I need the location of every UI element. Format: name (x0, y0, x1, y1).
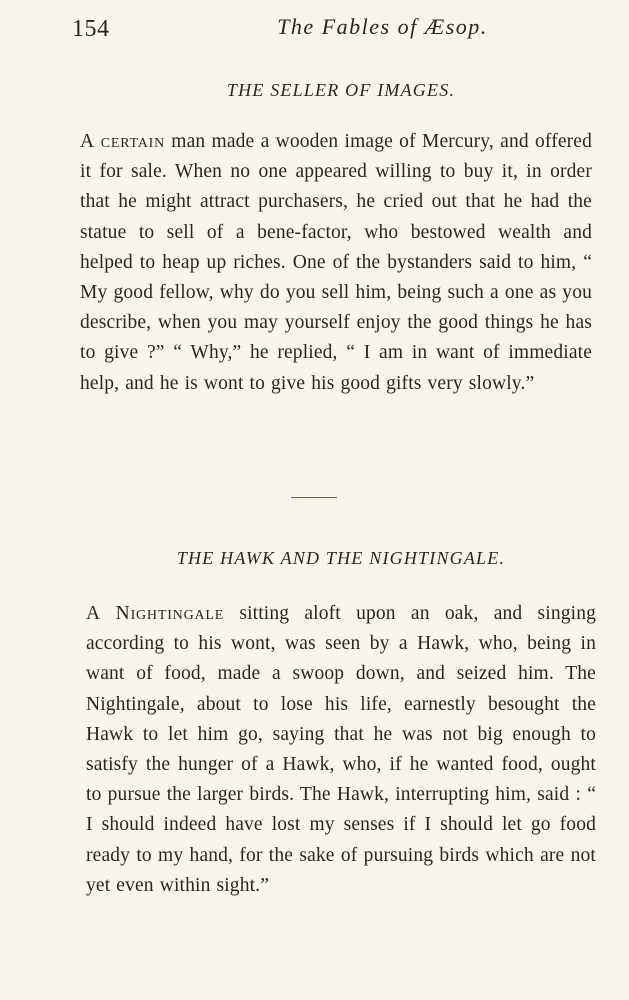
fable-text (80, 127, 592, 399)
fable-lead-words: A certain (80, 131, 166, 152)
page-number: 154 (72, 16, 110, 42)
section-divider (291, 497, 337, 498)
running-title: The Fables of Æsop. (277, 14, 488, 39)
fable-body-text: man made a wooden image of Mercury, and offered it for sale. When no one appeared willing to buy it, in order that he might attract purchasers, he cried out that he had the statue to sell of a bene-factor, who bestowed wealth and helped to heap up riches. One of the bystanders said to him, “ My good fellow, why do you sell him, being such a one as you describe, when you may yourself enjoy the good things he has to give ?” “ Why,” he replied, “ I am in want of immediate help, and he is wont to give his good gifts very slowly.” (80, 131, 592, 394)
fable-body-text: sitting aloft upon an oak, and singing according to his wont, was seen by a Hawk, who, being in want of food, made a swoop down, and seized him. The Nightingale, about to lose his life, earnestly besought the Hawk to let him go, saying that he was not big enough to satisfy the hunger of a Hawk, who, if he wanted food, ought to pursue the larger birds. The Hawk, interrupting him, said : “ I should indeed have lost my senses if I should let go food ready to my hand, for the sake of pursuing birds which are not yet even within sight.” (86, 603, 597, 896)
fable-lead-words: A Nightingale (86, 603, 225, 624)
fable-hawk-and-nightingale (86, 548, 596, 901)
fable-title: THE SELLER OF IMAGES. (226, 80, 456, 100)
fable-seller-of-images (80, 80, 592, 399)
page-header (72, 14, 593, 48)
fable-text (86, 599, 596, 901)
fable-title: THE HAWK AND THE NIGHTINGALE. (176, 548, 506, 568)
